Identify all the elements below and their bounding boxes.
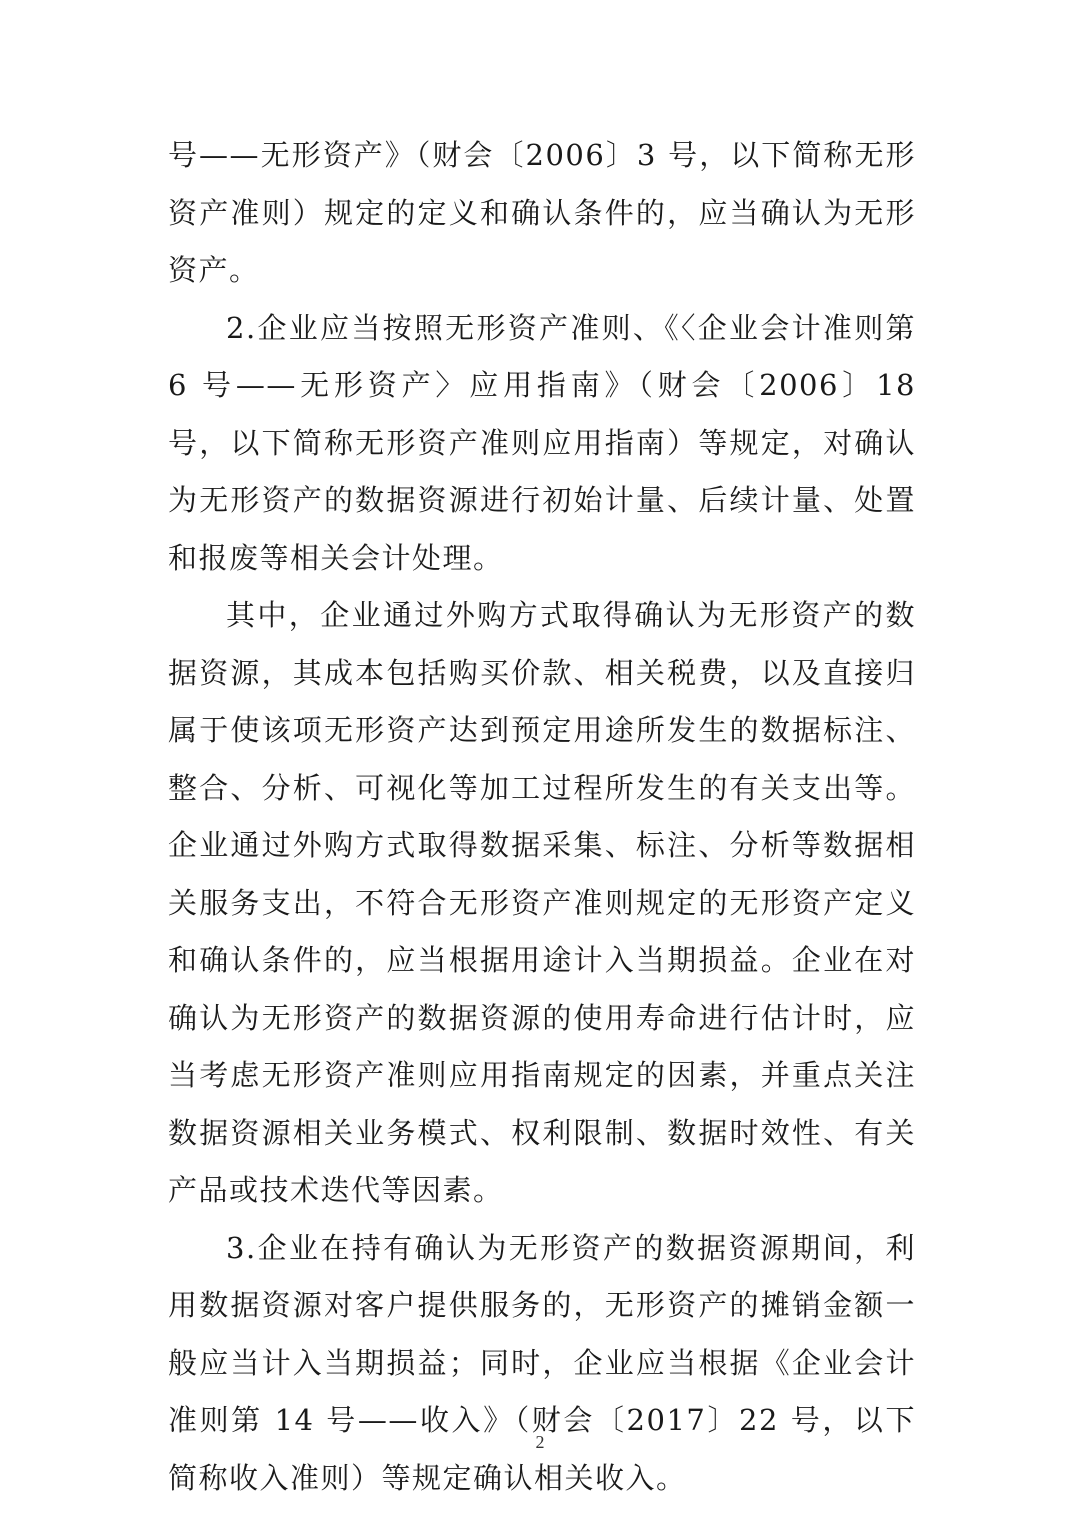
paragraph-item-2: 2.企业应当按照无形资产准则、《〈企业会计准则第 6 号——无形资产〉应用指南》（财会〔2006〕18 号，以下简称无形资产准则应用指南）等规定，对确认为无形资产的数据资源进行初始计量、后续计量、处置和报废等相关会计处理。 xyxy=(168,310,916,575)
body-text xyxy=(168,127,916,1507)
paragraph-item-2-detail: 其中，企业通过外购方式取得确认为无形资产的数据资源，其成本包括购买价款、相关税费，以及直接归属于使该项无形资产达到预定用途所发生的数据标注、整合、分析、可视化等加工过程所发生的有关支出等。企业通过外购方式取得数据采集、标注、分析等数据相关服务支出，不符合无形资产准则规定的无形资产定义和确认条件的，应当根据用途计入当期损益。企业在对确认为无形资产的数据资源的使用寿命进行估计时，应当考虑无形资产准则应用指南规定的因素，并重点关注数据资源相关业务模式、权利限制、数据时效性、有关产品或技术迭代等因素。 xyxy=(168,598,916,1207)
page-number: 2 xyxy=(535,1432,545,1452)
paragraph-continuation: 号——无形资产》（财会〔2006〕3 号，以下简称无形资产准则）规定的定义和确认条件的，应当确认为无形资产。 xyxy=(168,138,916,287)
paragraph-item-3: 3.企业在持有确认为无形资产的数据资源期间，利用数据资源对客户提供服务的，无形资产的摊销金额一般应当计入当期损益；同时，企业应当根据《企业会计准则第 14 号——收入》（财会〔2017〕22 号，以下简称收入准则）等规定确认相关收入。 xyxy=(168,1230,916,1495)
